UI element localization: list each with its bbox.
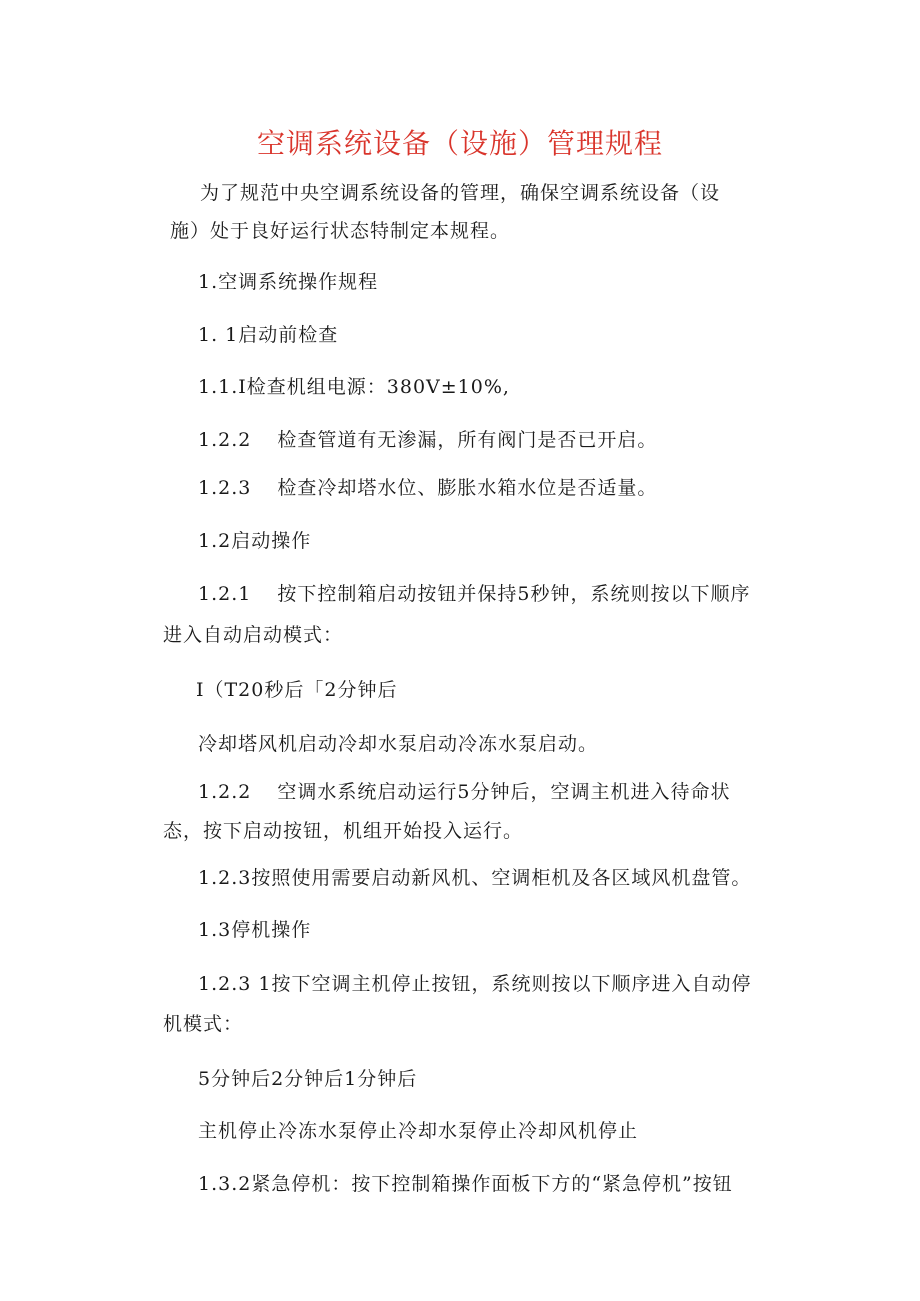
timing-line: 5分钟后2分钟后1分钟后 <box>198 1068 418 1090</box>
paragraph: 1.2.3 1按下空调主机停止按钮，系统则按以下顺序进入自动停 <box>198 973 752 995</box>
numbered-item <box>198 427 657 453</box>
section-heading: 1.空调系统操作规程 <box>198 271 379 293</box>
timing-line: I（T20秒后「2分钟后 <box>196 679 398 701</box>
item-text: 按下控制箱启动按钮并保持5秒钟，系统则按以下顺序 <box>277 583 751 605</box>
paragraph-continuation: 机模式： <box>163 1013 244 1035</box>
numbered-item <box>198 475 657 501</box>
paragraph-continuation: 进入自动启动模式： <box>163 624 344 646</box>
item-number: 1.2.1 <box>198 583 252 605</box>
numbered-item <box>198 581 750 607</box>
intro-line-2: 施）处于良好运行状态特制定本规程。 <box>170 220 511 242</box>
paragraph: 1.1.I检查机组电源：380V±10%, <box>198 376 510 398</box>
paragraph-continuation: 态，按下启动按钮，机组开始投入运行。 <box>163 820 524 842</box>
intro-line-1: 为了规范中央空调系统设备的管理，确保空调系统设备（设 <box>200 182 721 204</box>
paragraph: 1.3.2紧急停机：按下控制箱操作面板下方的“紧急停机”按钮 <box>198 1173 733 1195</box>
item-text: 检查冷却塔水位、膨胀水箱水位是否适量。 <box>277 477 658 499</box>
item-text: 检查管道有无渗漏，所有阀门是否已开启。 <box>277 429 658 451</box>
subsection-heading: 1.3停机操作 <box>198 919 312 941</box>
item-number: 1.2.2 <box>198 781 252 803</box>
numbered-item <box>198 779 730 805</box>
paragraph: 1.2.3按照使用需要启动新风机、空调柜机及各区域风机盘管。 <box>198 867 752 889</box>
sequence-line: 冷却塔风机启动冷却水泵启动冷冻水泵启动。 <box>198 733 599 755</box>
document-title: 空调系统设备（设施）管理规程 <box>256 127 663 160</box>
subsection-heading: 1. 1启动前检查 <box>198 324 339 346</box>
item-text: 空调水系统启动运行5分钟后，空调主机进入待命状 <box>277 781 731 803</box>
item-number: 1.2.3 <box>198 477 252 499</box>
item-number: 1.2.2 <box>198 429 252 451</box>
sequence-line: 主机停止冷冻水泵停止冷却水泵停止冷却风机停止 <box>198 1120 639 1142</box>
subsection-heading: 1.2启动操作 <box>198 530 312 552</box>
